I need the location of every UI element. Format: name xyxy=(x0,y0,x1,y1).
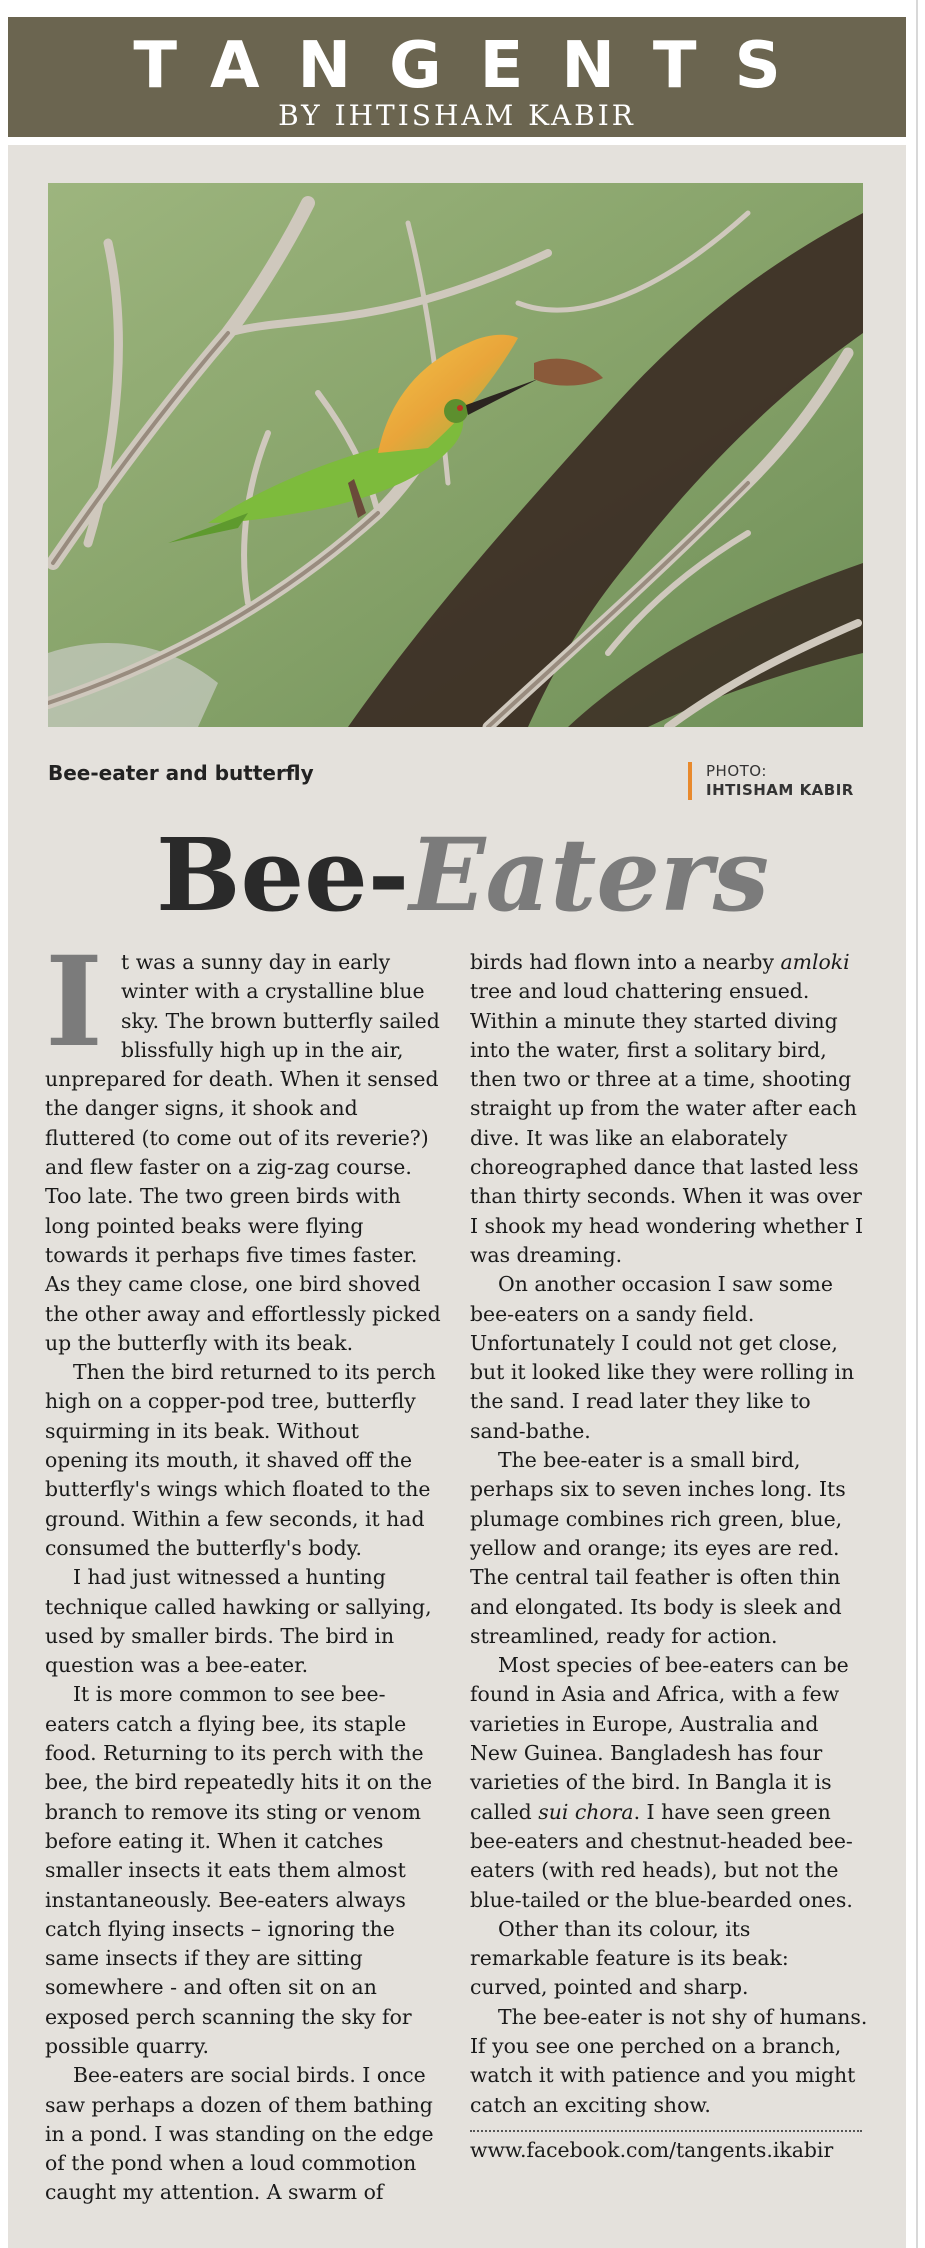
article-title-part2: Eaters xyxy=(409,816,770,934)
drop-cap: I xyxy=(45,930,104,1075)
bee-eater-photo xyxy=(48,183,863,727)
article-paragraph: It is more common to see bee-eaters catch a flying bee, its staple food. Returning to its perch with the bee, the bird repeatedly hits it on the branch to remove its sting or venom before eating it. When it catches smaller insects it eats them almost instantaneously. Bee-eaters always catch flying insects – ignoring the same insects if they are sitting somewhere - and often sit on an exposed perch scanning the sky for possible quarry. xyxy=(45,1682,433,2058)
article-paragraph: The bee-eater is not shy of humans. If you see one perched on a branch, watch it with patience and you might catch an exciting show. xyxy=(470,2004,868,2117)
author-facebook-link[interactable]: www.facebook.com/tangents.ikabir xyxy=(470,2137,834,2162)
page-edge xyxy=(916,0,918,2248)
photo-credit-label: PHOTO: xyxy=(706,762,767,780)
column-byline: BY IHTISHAM KABIR xyxy=(278,99,636,132)
article-paragraph: Then the bird returned to its perch high on a copper-pod tree, butterfly squirming in its beak. Without opening its mouth, it shaved off the butterfly's wings which floated to the ground. Within a few seconds, it had consumed the butterfly's body. xyxy=(45,1360,436,1560)
photo-credit xyxy=(688,762,854,800)
photo-caption: Bee-eater and butterfly xyxy=(48,761,314,785)
column-brand: TANGENTS xyxy=(133,29,819,103)
article-paragraph xyxy=(45,930,443,1358)
article-title xyxy=(0,815,925,935)
article-title-part1: Bee- xyxy=(155,816,410,934)
photo-credit-name: IHTISHAM KABIR xyxy=(706,781,854,799)
paragraph-text: t was a sunny day in early winter with a crystalline blue sky. The brown butterfly sailed blissfully high up in the air, unprepared for death. When it sensed the danger signs, it shook and fluttered (to come out of its reverie?) and flew faster on a zig-zag course. Too late. The two green birds with long pointed beaks were flying towards it perhaps five times faster. As they came close, one bird shoved the other away and effortlessly picked up the butterfly with its beak. xyxy=(45,950,441,1355)
dotted-divider xyxy=(470,2130,862,2132)
italic-term: amloki xyxy=(780,950,850,974)
article-paragraph xyxy=(470,1651,868,1915)
article-paragraph: On another occasion I saw some bee-eaters on a sandy field. Unfortunately I could not get close, but it looked like they were rolling in the sand. I read later they like to sand-bathe. xyxy=(470,1272,855,1443)
article-column-right xyxy=(470,948,868,2165)
article-paragraph: Bee-eaters are social birds. I once saw perhaps a dozen of them bathing in a pond. I was standing on the edge of the pond when a loud commotion caught my attention. A swarm of xyxy=(45,2063,434,2205)
paragraph-text: birds had flown into a nearby xyxy=(470,950,781,974)
paragraph-text: . I have seen green bee-eaters and chestnut-headed bee-eaters (with red heads), but not the blue-tailed or the blue-bearded ones. xyxy=(470,1799,853,1912)
article-paragraph: I had just witnessed a hunting technique called hawking or sallying, used by smaller birds. The bird in question was a bee-eater. xyxy=(45,1565,432,1678)
column-header xyxy=(8,17,906,137)
article-paragraph xyxy=(470,948,868,1270)
paragraph-text: Most species of bee-eaters can be found in Asia and Africa, with a few varieties in Europe, Australia and New Guinea. Bangladesh has four varieties of the bird. In Bangla it is called xyxy=(470,1653,849,1824)
article-paragraph: The bee-eater is a small bird, perhaps six to seven inches long. Its plumage combines rich green, blue, yellow and orange; its eyes are red. The central tail feather is often thin and elongated. Its body is sleek and streamlined, ready for action. xyxy=(470,1448,846,1648)
italic-term: sui chora xyxy=(538,1799,634,1824)
article-paragraph: Other than its colour, its remarkable feature is its beak: curved, pointed and sharp. xyxy=(470,1916,789,2000)
bee-eater-photo-illustration xyxy=(48,183,863,727)
article-column-left xyxy=(45,930,443,2208)
paragraph-text: tree and loud chattering ensued. Within a minute they started diving into the water, first a solitary bird, then two or three at a time, shooting straight up from the water after each dive. It was like an elaborately choreographed dance that lasted less than thirty seconds. When it was over I shook my head wondering whether I was dreaming. xyxy=(470,979,863,1267)
